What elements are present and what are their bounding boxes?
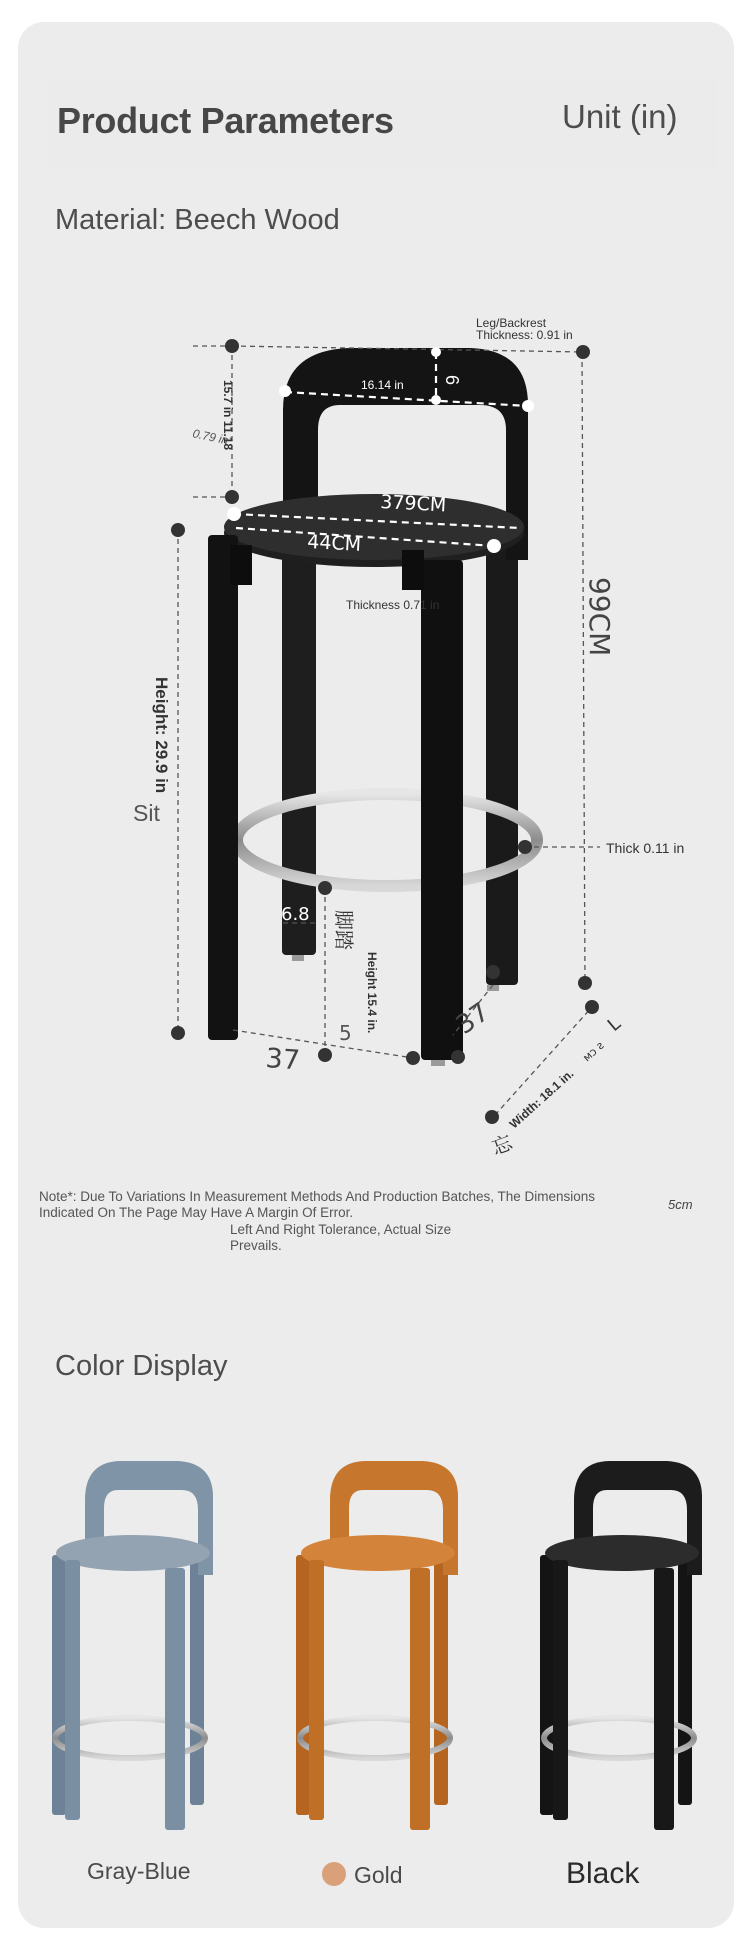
note-tail: 5cm xyxy=(668,1197,693,1212)
back-small-label: 6 xyxy=(442,375,462,386)
cn-mark: 忘 xyxy=(488,1130,516,1160)
note-line-3: Left And Right Tolerance, Actual Size xyxy=(230,1222,452,1237)
base-depth-label: 37 xyxy=(264,1043,301,1077)
unit-label: Unit (in) xyxy=(562,98,678,135)
width-label: Width: 18.1 in. xyxy=(506,1066,577,1132)
note-text xyxy=(39,1189,595,1221)
note-line-1: Note*: Due To Variations In Measurement Methods And Production Batches, The Dimensions xyxy=(39,1189,596,1204)
color-display-title: Color Display xyxy=(55,1350,228,1382)
color-label-gray-blue[interactable]: Gray-Blue xyxy=(87,1858,191,1884)
base-side-label: 37 xyxy=(450,997,496,1041)
seat-cm-label: 379CM xyxy=(379,491,447,517)
footrest-height-label: Height 15.4 in. xyxy=(365,952,379,1034)
l-mark: L xyxy=(603,1013,625,1036)
width-cm-label: ᴍɔ ƨ xyxy=(580,1038,607,1065)
color-label-gold[interactable]: Gold xyxy=(354,1862,403,1888)
dimension-lines xyxy=(178,346,600,1115)
stool-gold xyxy=(296,1461,458,1830)
back-width-label: 16.14 in xyxy=(361,378,404,392)
ring-thickness-label: Thick 0.11 in xyxy=(606,840,685,856)
material-label: Material: Beech Wood xyxy=(55,204,340,236)
stool-black xyxy=(540,1461,702,1830)
gold-dot-icon xyxy=(322,1862,346,1886)
note-text-2 xyxy=(230,1222,451,1254)
total-height-label: 99CM xyxy=(583,577,616,657)
seat-diameter-label: 44CM xyxy=(306,531,362,556)
note-line-2: Indicated On The Page May Have A Margin Of Error. xyxy=(39,1205,354,1220)
back-height-label: 15.7 in 11.18 xyxy=(221,380,235,451)
color-label-black[interactable]: Black xyxy=(566,1857,640,1890)
back-gap-label: 0.79 in xyxy=(191,426,230,448)
footrest-small-label: 5 xyxy=(339,1021,352,1045)
leg-backrest-label-1: Leg/Backrest xyxy=(476,316,547,330)
foot-gap-label: 6.8 xyxy=(281,904,310,925)
leg-backrest-label-2: Thickness: 0.91 in xyxy=(476,328,573,342)
footrest-cn-label: 脚踏 xyxy=(332,910,356,950)
sit-label: Sit xyxy=(133,800,160,826)
sit-height-label: Height: 29.9 in xyxy=(152,677,171,794)
stool-gray-blue xyxy=(52,1461,213,1830)
page-title: Product Parameters xyxy=(57,100,394,141)
seat-thickness-label: Thickness 0.71 in xyxy=(346,598,440,612)
note-line-4: Prevails. xyxy=(230,1238,282,1253)
